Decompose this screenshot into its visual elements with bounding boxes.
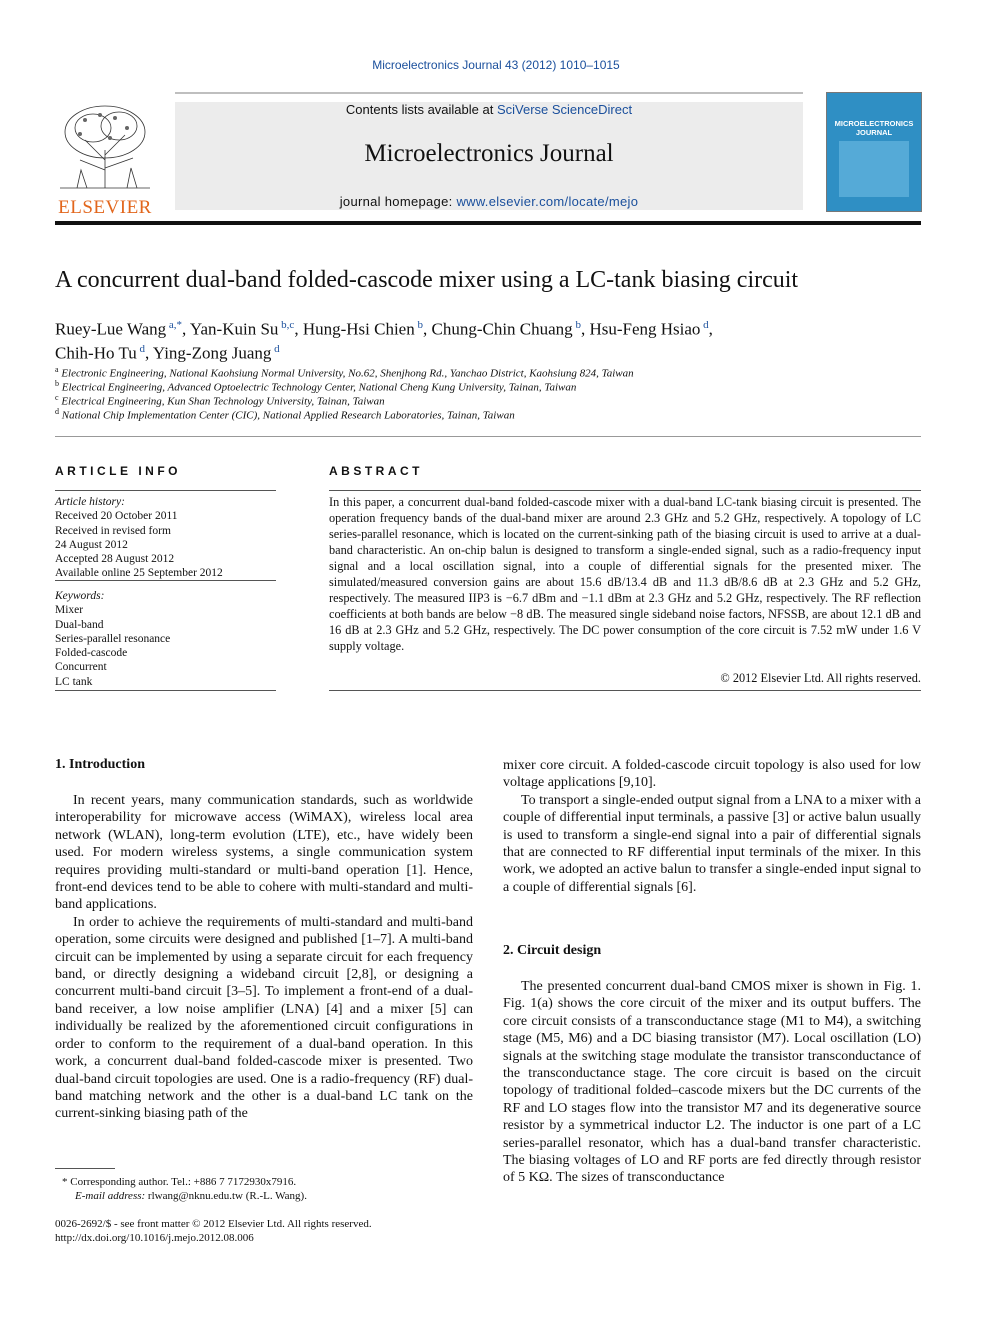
author-affiliation-marker[interactable]: b — [572, 319, 581, 331]
keywords-list — [55, 603, 170, 689]
section-1-heading: 1. Introduction — [55, 757, 145, 772]
elsevier-logo — [55, 100, 155, 218]
corresponding-author: * Corresponding author. Tel.: +886 7 7172930x7916. — [62, 1176, 297, 1188]
contents-line — [175, 102, 803, 117]
email-address[interactable]: rlwang@nknu.edu.tw (R.-L. Wang). — [147, 1190, 307, 1202]
keyword-item: LC tank — [55, 675, 93, 688]
header-top-rule — [175, 92, 803, 94]
keyword-item: Folded-cascode — [55, 647, 128, 660]
affiliation-rule — [55, 436, 921, 437]
author-name: Chung-Chin Chuang — [431, 319, 573, 339]
history-item: Available online 25 September 2012 — [55, 567, 223, 580]
intro-paragraph-2: In order to achieve the requirements of multi-standard and multi-band operation, some circuits were designed and published [1–7]. A multi-band circuit can be implemented by using a separate circuit for each frequency band, or directly designing a wideband circuit [2,8], or designing a concurrent multi-band circuit [3–5]. To implement a front-end of a dual-band receiver, a low noise amplifier (LNA) [4] and a mixer [5] can individually be realized by the aforementioned circuit configurations in order to conform to the requirement of a dual-band operation. In this work, a concurrent dual-band folded-cascode mixer is presented. Two dual-band circuit topologies are used. One is a radio-frequency (RF) dual-band matching network and the other is a dual-band LC tank on the current-sinking biasing path of the — [55, 914, 473, 1122]
cover-title-1: MICROELECTRONICS — [834, 119, 914, 128]
affiliation-text: National Chip Implementation Center (CIC), National Applied Research Laboratories, Tainan, Taiwan — [59, 409, 515, 422]
info-rule-1 — [55, 490, 276, 491]
affiliation-c — [55, 393, 385, 408]
affiliation-key: b — [55, 379, 59, 388]
intro-text — [55, 792, 473, 1123]
history-item: Accepted 28 August 2012 — [55, 553, 175, 566]
affiliation-b — [55, 379, 576, 394]
email-label: E-mail address: — [75, 1190, 146, 1202]
author-affiliation-marker[interactable]: d — [136, 343, 145, 355]
affiliation-d — [55, 407, 515, 422]
author-name: Hung-Hsi Chien — [302, 319, 415, 339]
author-name: Yan-Kuin Su — [189, 319, 279, 339]
intro-continued — [503, 757, 921, 896]
keyword-item: Series-parallel resonance — [55, 632, 171, 645]
article-title: A concurrent dual-band folded-cascode mixer using a LC-tank biasing circuit — [55, 267, 799, 293]
affiliation-key: a — [55, 365, 59, 374]
author-affiliation-marker[interactable]: d — [271, 343, 280, 355]
journal-citation[interactable]: Microelectronics Journal 43 (2012) 1010–1015 — [372, 58, 620, 72]
keyword-item: Concurrent — [55, 661, 107, 674]
author-affiliation-marker[interactable]: a,* — [166, 319, 183, 331]
publisher-name: ELSEVIER — [58, 197, 152, 218]
keyword-item: Dual-band — [55, 618, 104, 631]
header-bottom-rule — [55, 221, 921, 225]
sciencedirect-link[interactable]: SciVerse ScienceDirect — [496, 102, 633, 117]
history-item: Received 20 October 2011 — [55, 510, 178, 523]
affiliation-a — [55, 365, 634, 380]
keywords-label: Keywords: — [55, 590, 105, 602]
authors-line-1: Ruey-Lue Wang $^{a,*}$, Yan-Kuin Su $^{b,c}$, Hung-Hsi Chien $^b$, Chung-Chin Chuang $^b$, Hsu-Feng Hsiao $^d$, — [55, 319, 713, 339]
author-name: Hsu-Feng Hsiao — [589, 319, 701, 339]
keyword-item: Mixer — [55, 604, 84, 617]
author-name: Ying-Zong Juang — [152, 343, 272, 363]
author-affiliation-marker[interactable]: b — [414, 319, 423, 331]
homepage-link[interactable]: www.elsevier.com/locate/mejo — [456, 194, 639, 209]
journal-cover — [826, 92, 922, 212]
design-text — [503, 978, 921, 1187]
info-rule-2 — [55, 580, 276, 581]
footnote-rule — [55, 1168, 115, 1169]
author-name: Ruey-Lue Wang — [55, 319, 167, 339]
abstract-text: In this paper, a concurrent dual-band folded-cascode mixer with a dual-band LC-tank biasing circuit is presented. The operation frequency bands of the dual-band mixer are around 2.3 GHz and 5.2 GHz, respectively. A topology of LC series-parallel resonance, which is located on the current-sinking path of the biasing circuit is used to arrive at a dual-band characteristic. An on-chip balun is designed to transform a single-ended signal, such as a radio-frequency input signal and a local oscillation signal, into a couple of differential signals for the presented mixer. The simulated/measured conversion gains are about 15.6 dB/13.4 dB and 11.3 dB/8.6 dB at 2.3 GHz and 5.2 GHz, respectively. The measured IIP3 is −6.7 dBm and −1.1 dBm at 2.3 GHz and 5.2 GHz, respectively. The RF reflection coefficients at both bands are below −8 dB. The measured single sideband noise factors, NFSSB, are about 12.1 dB and 16 dB at 2.3 GHz and 5.2 GHz, respectively. The DC power consumption of the core circuit is 7.52 mW under 1.6 V supply voltage. — [329, 495, 921, 653]
article-history — [55, 495, 223, 581]
affiliation-key: d — [55, 407, 59, 416]
article-info-heading: ARTICLE INFO — [55, 464, 181, 478]
cover-graphic — [839, 141, 909, 197]
abstract-rule-top — [329, 490, 921, 491]
journal-name: Microelectronics Journal — [364, 140, 614, 167]
affiliation-key: c — [55, 393, 59, 402]
abstract-heading: ABSTRACT — [329, 464, 423, 478]
history-label: Article history: — [55, 496, 125, 508]
history-list — [55, 509, 223, 580]
author-affiliation-marker[interactable]: b,c — [278, 319, 295, 331]
affiliation-text: Electrical Engineering, Advanced Optoelectric Technology Center, National Cheng Kung University, Tainan, Taiwan — [59, 381, 577, 394]
abstract-copyright: © 2012 Elsevier Ltd. All rights reserved. — [720, 671, 921, 685]
section-2-heading: 2. Circuit design — [503, 943, 602, 958]
history-item: Received in revised form — [55, 524, 171, 537]
keywords-block — [55, 589, 170, 689]
elsevier-tree-icon — [55, 100, 155, 192]
affiliation-text: Electronic Engineering, National Kaohsiung Normal University, No.62, Shenjhong Rd., Yanchao District, Kaohsiung 824, Taiwan — [58, 367, 634, 380]
contents-prefix: Contents lists available at — [345, 102, 497, 117]
author-name: Chih-Ho Tu — [55, 343, 137, 363]
info-rule-3 — [55, 690, 276, 691]
homepage-line — [175, 194, 803, 209]
homepage-prefix: journal homepage: — [339, 194, 457, 209]
design-paragraph-1: The presented concurrent dual-band CMOS mixer is shown in Fig. 1. Fig. 1(a) shows the core circuit of the mixer and its output buffers. The core circuit consists of a transconductance stage (M1 to M4), a switching stage (M5, M6) and a DC biasing transistor (M7). Local oscillation (LO) signals at the switching stage modulate the transistor transconductance of the transconductance stage. The core circuit is based on the circuit topology of traditional folded–cascode mixers but the DC currents of the RF and LO stages flow into the transistor M7 and its degenerative source resistor by a symmetrical inductor L2. The inductor is one part of a LC series-parallel resonator, which has a dual-band transfer characteristic. The biasing voltages of LO and RF ports are fed directly through resistor of 5 KΩ. The sizes of transconductance — [503, 979, 921, 1186]
intro-paragraph-3: mixer core circuit. A folded-cascode circuit topology is also used for low voltage applications [9,10]. — [503, 758, 921, 791]
cover-title-2: JOURNAL — [855, 128, 893, 137]
abstract-rule-bottom — [329, 690, 921, 691]
intro-paragraph-4: To transport a single-ended output signal from a LNA to a mixer with a couple of differential input terminals, a passive [3] or active balun usually is used to transform a single-end signal into a pair of differential signals that are connected to RF differential input terminals of the mixer. In this work, we adopted an active balun to transfer a single-ended input signal to a couple of differential signals [6]. — [503, 792, 921, 895]
author-affiliation-marker[interactable]: d — [700, 319, 709, 331]
history-item: 24 August 2012 — [55, 538, 128, 551]
email-line — [75, 1189, 307, 1203]
issn-line: 0026-2692/$ - see front matter © 2012 Elsevier Ltd. All rights reserved. — [55, 1218, 372, 1230]
authors-line-2: Chih-Ho Tu $^d$, Ying-Zong Juang $^d$ — [55, 343, 280, 363]
doi-link[interactable]: http://dx.doi.org/10.1016/j.mejo.2012.08.006 — [55, 1232, 254, 1244]
affiliation-text: Electrical Engineering, Kun Shan Technology University, Tainan, Taiwan — [58, 395, 385, 408]
intro-paragraph-1: In recent years, many communication standards, such as worldwide interoperability for microwave access (WiMAX), wireless local area network (WLAN), long-term evolution (LTE), etc., have widely been used. For modern wireless systems, a single communication system requires providing multi-standard or multi-band operation [1]. Hence, front-end devices tend to be able to cohere with multi-standard and multi-band applications. — [55, 793, 473, 913]
